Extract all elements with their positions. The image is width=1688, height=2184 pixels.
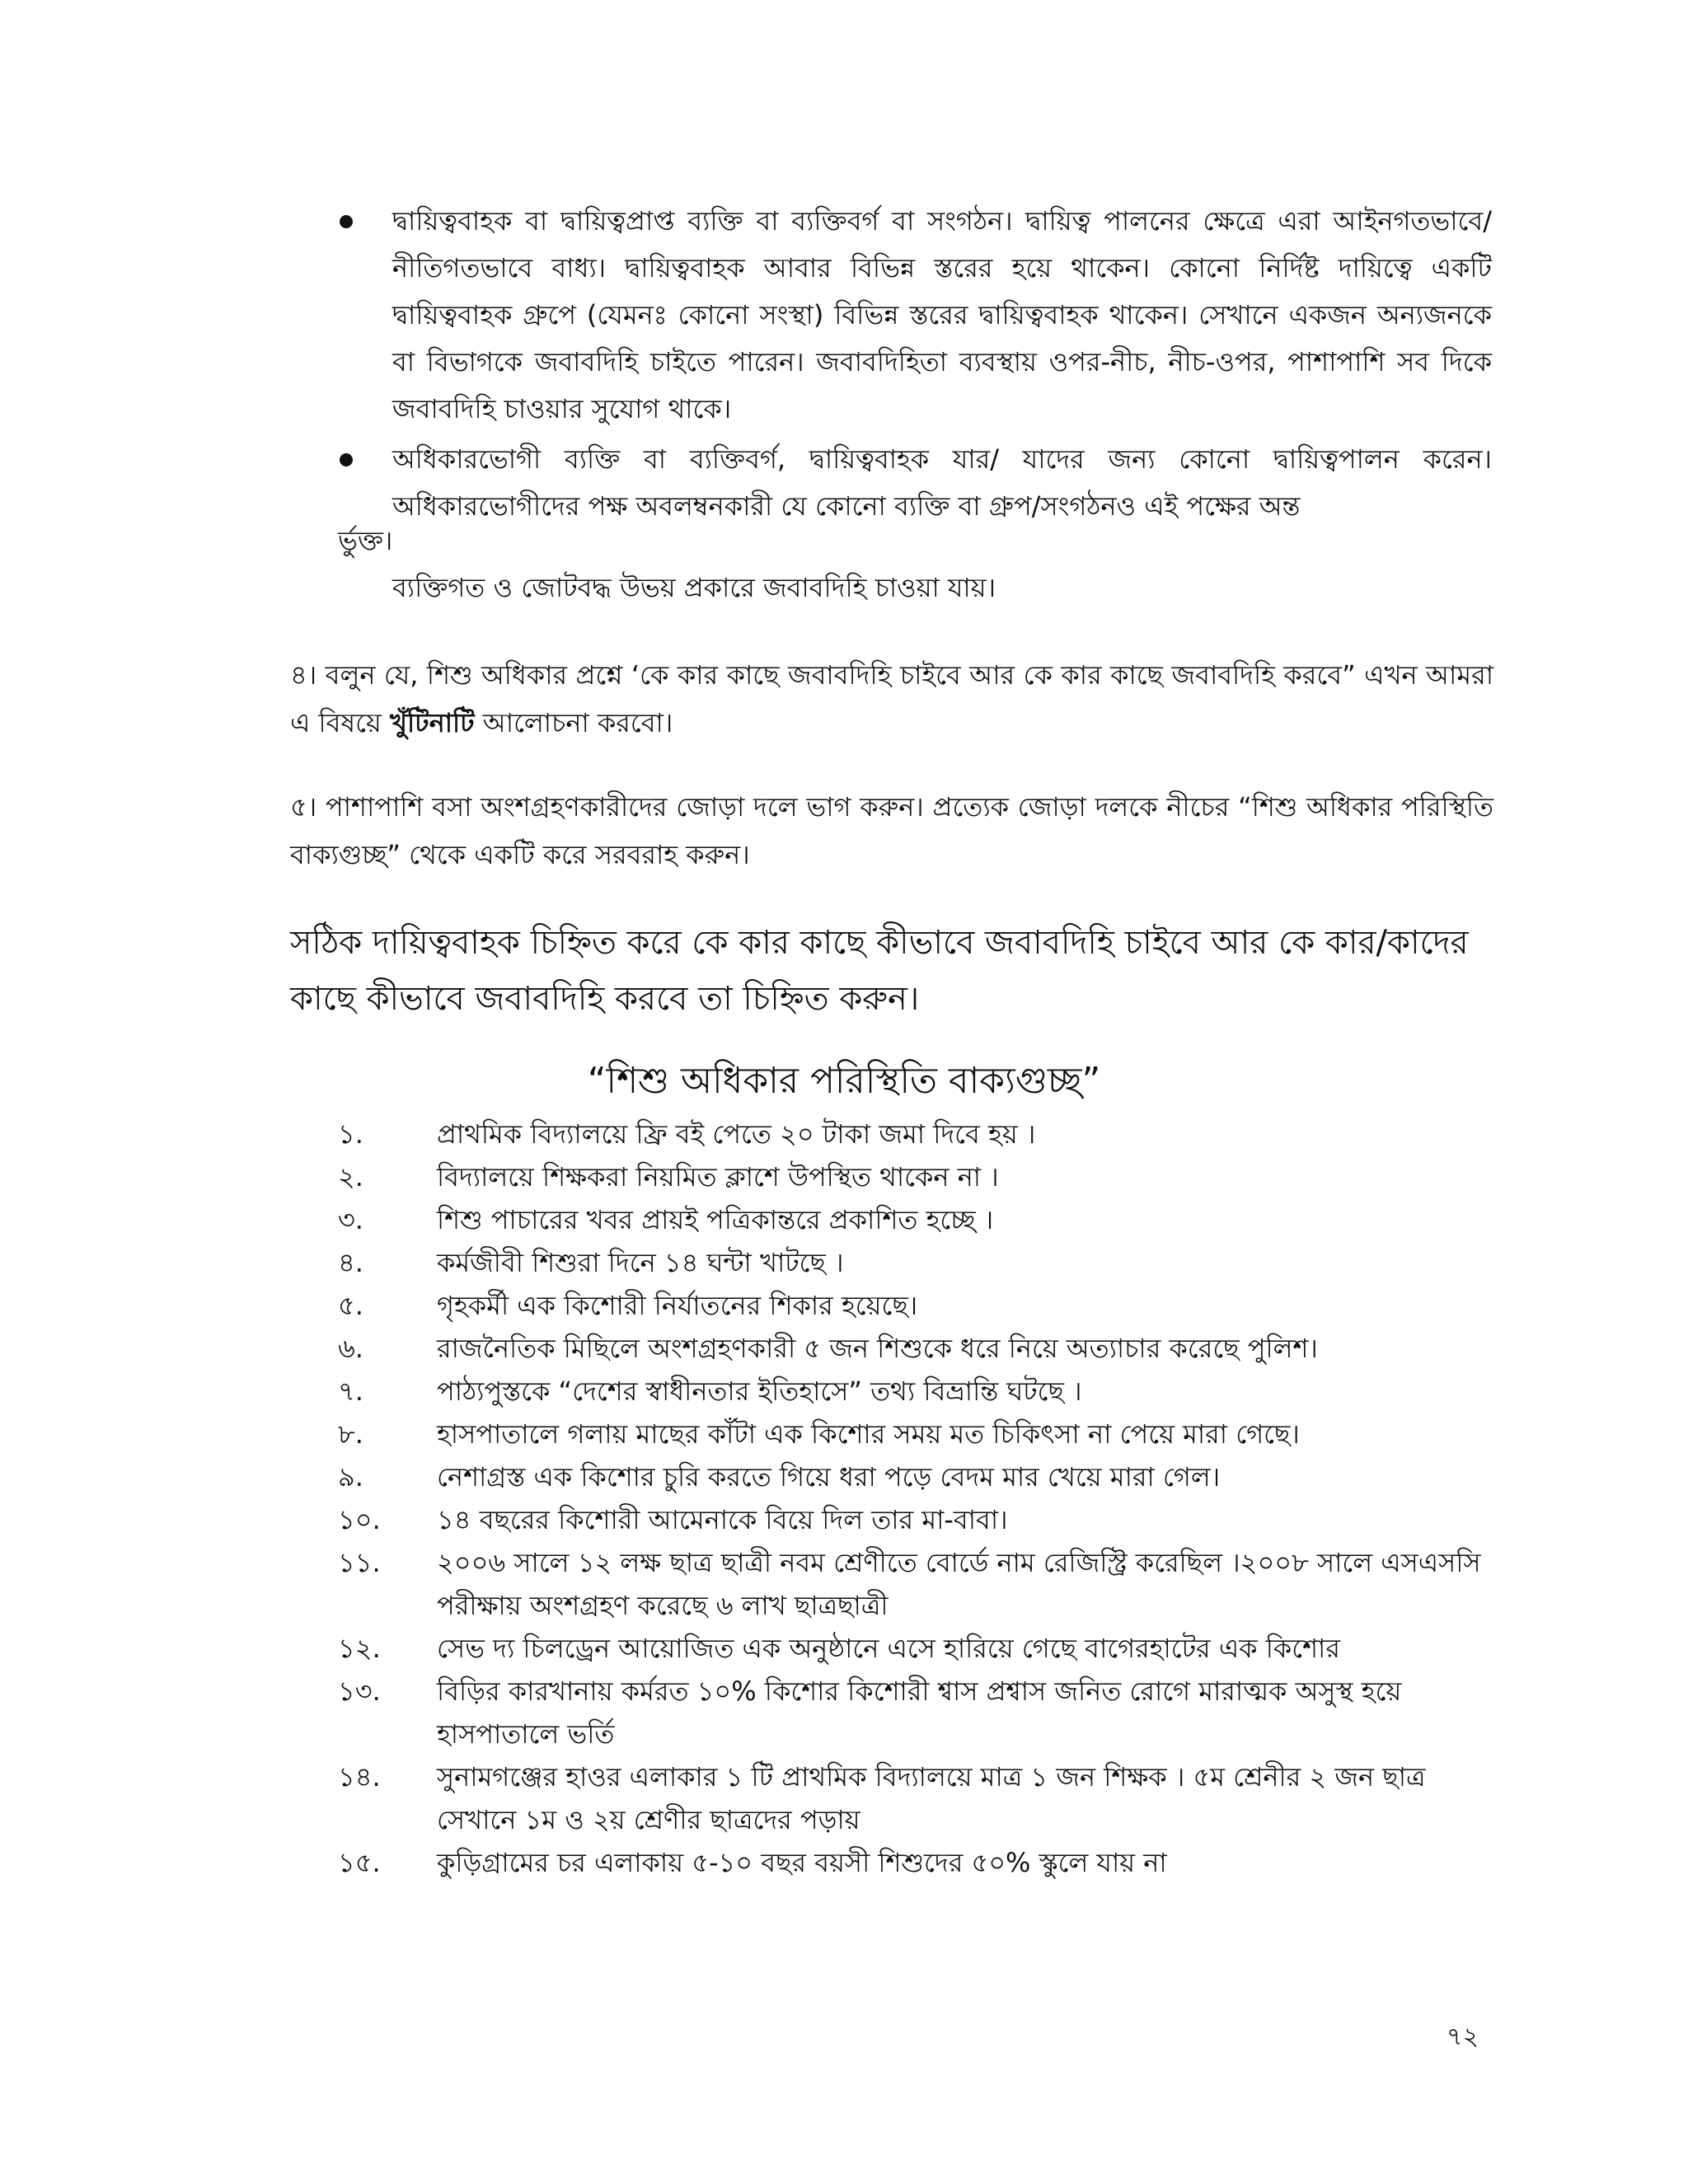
list-item-number: ৪. <box>338 1247 363 1278</box>
bullet-text: অধিকারভোগী ব্যক্তি বা ব্যক্তিবর্গ, দ্বায়িত্ববাহক যার/ যাদের জন্য কোনো দ্বায়িত্বপালন করেন। অধিকারভোগীদের পক্ষ অবলম্বনকারী যে কোনো ব্যক্তি বা গ্রুপ/সংগঠনও এই পক্ষের অন্ত <box>392 443 1492 522</box>
list-item-number: ১. <box>338 1118 363 1150</box>
list-item-text: কর্মজীবী শিশুরা দিনে ১৪ ঘন্টা খাটছে । <box>437 1247 844 1278</box>
list-item-text: শিশু পাচারের খবর প্রায়ই পত্রিকান্তরে প্রকাশিত হচ্ছে । <box>437 1204 994 1235</box>
bullet-note: ব্যক্তিগত ও জোটবদ্ধ উভয় প্রকারে জবাবদিহি চাওয়া যায়। <box>392 572 996 603</box>
paragraph-4-text: ৪। বলুন যে, শিশু অধিকার প্রশ্নে ‘কে কার কাছে জবাবদিহি চাইবে আর কে কার কাছে জবাবদিহি করবে” এখন আমরা এ বিষয়ে <box>290 659 1493 738</box>
bullet-item-duty-bearer <box>338 198 1492 433</box>
paragraph-4-bold: খুঁটিনাটি <box>390 707 475 738</box>
list-item <box>338 1370 1492 1413</box>
bullet-continuation: র্ভুক্ত। <box>338 525 393 556</box>
list-item-text: নেশাগ্রস্ত এক কিশোর চুরি করতে গিয়ে ধরা পড়ে বেদম মার খেয়ে মারা গেল। <box>437 1461 1221 1493</box>
list-item-text: হাসপাতালে গলায় মাছের কাঁটা এক কিশোর সময় মত চিকিৎসা না পেয়ে মারা গেছে। <box>437 1418 1300 1450</box>
paragraph-4 <box>290 651 1493 747</box>
bullet-dot-icon <box>340 453 353 466</box>
list-item-text: গৃহকর্মী এক কিশোরী নির্যাতনের শিকার হয়েছে। <box>437 1290 918 1321</box>
list-item-number: ৭. <box>338 1376 363 1407</box>
list-item <box>338 1198 1492 1241</box>
list-item <box>338 1755 1492 1841</box>
list-item <box>338 1841 1492 1884</box>
list-item-number: ১৪. <box>338 1761 381 1793</box>
section-heading: “শিশু অধিকার পরিস্থিতি বাক্যগুচ্ছ” <box>587 1060 1101 1102</box>
bullet-text: দ্বায়িত্ববাহক বা দ্বায়িত্বপ্রাপ্ত ব্যক্তি বা ব্যক্তিবর্গ বা সংগঠন। দ্বায়িত্ব পালনের ক্ষেত্রে এরা আইনগতভাবে/নীতিগতভাবে বাধ্য। দ্বায়িত্ববাহক আবার বিভিন্ন স্তরের হয়ে থাকেন। কোনো নির্দিষ্ট দায়িত্বে একটি দ্বায়িত্ববাহক গ্রুপে (যেমনঃ কোনো সংস্থা) বিভিন্ন স্তরের দ্বায়িত্ববাহক থাকেন। সেখানে একজন অন্যজনকে বা বিভাগকে জবাবদিহি চাইতে পারেন। জবাবদিহিতা ব্যবস্থায় ওপর-নীচ, নীচ-ওপর, পাশাপাশি সব দিকে জবাবদিহি চাওয়ার সুযোগ থাকে। <box>392 205 1492 424</box>
list-item-number: ১০. <box>338 1504 381 1535</box>
bullet-list <box>338 198 1492 530</box>
page-number: ৭২ <box>1446 2022 1479 2051</box>
list-item-number: ২. <box>338 1161 363 1193</box>
list-item <box>338 1670 1492 1755</box>
list-item-text: বিড়ির কারখানায় কর্মরত ১০% কিশোর কিশোরী শ্বাস প্রশ্বাস জনিত রোগে মারাত্মক অসুস্থ হয়ে হাসপাতালে ভর্তি <box>437 1675 1402 1750</box>
list-item-text: বিদ্যালয়ে শিক্ষকরা নিয়মিত ক্লাশে উপস্থিত থাকেন না । <box>437 1161 999 1193</box>
list-item <box>338 1241 1492 1284</box>
paragraph-5: ৫। পাশাপাশি বসা অংশগ্রহণকারীদের জোড়া দলে ভাগ করুন। প্রত্যেক জোড়া দলকে নীচের “শিশু অধিকার পরিস্থিতি বাক্যগুচ্ছ” থেকে একটি করে সরবরাহ করুন। <box>290 791 1493 870</box>
bullet-item-rights-holder <box>338 436 1492 530</box>
list-item-number: ১২. <box>338 1633 381 1664</box>
paragraph-4-end: আলোচনা করবো। <box>474 707 673 738</box>
list-item-text: রাজনৈতিক মিছিলে অংশগ্রহণকারী ৫ জন শিশুকে ধরে নিয়ে অত্যাচার করেছে পুলিশ। <box>437 1333 1318 1364</box>
list-item-text: প্রাথমিক বিদ্যালয়ে ফ্রি বই পেতে ২০ টাকা জমা দিবে হয় । <box>437 1118 1036 1150</box>
list-item-number: ১৫. <box>338 1847 381 1878</box>
list-item-text: ২০০৬ সালে ১২ লক্ষ ছাত্র ছাত্রী নবম শ্রেণীতে বোর্ডে নাম রেজিস্ট্রি করেছিল ।২০০৮ সালে এসএসসি পরীক্ষায় অংশগ্রহণ করেছে ৬ লাখ ছাত্রছাত্রী <box>437 1547 1481 1621</box>
list-item <box>338 1498 1492 1541</box>
situation-list <box>338 1113 1492 1884</box>
list-item <box>338 1541 1492 1627</box>
instruction-text: সঠিক দায়িত্ববাহক চিহ্নিত করে কে কার কাছে কীভাবে জবাবদিহি চাইবে আর কে কার/কাদের কাছে কীভাবে জবাবদিহি করবে তা চিহ্নিত করুন। <box>290 924 1469 1018</box>
list-item-number: ৫. <box>338 1290 363 1321</box>
list-item-text: কুড়িগ্রামের চর এলাকায় ৫-১০ বছর বয়সী শিশুদের ৫০% স্কুলে যায় না <box>437 1847 1167 1878</box>
list-item <box>338 1627 1492 1670</box>
bullet-dot-icon <box>340 215 353 228</box>
list-item <box>338 1413 1492 1455</box>
list-item-text: ১৪ বছরের কিশোরী আমেনাকে বিয়ে দিল তার মা-বাবা। <box>437 1504 1008 1535</box>
list-item-text: সুনামগঞ্জের হাওর এলাকার ১ টি প্রাথমিক বিদ্যালয়ে মাত্র ১ জন শিক্ষক । ৫ম শ্রেনীর ২ জন ছাত্র সেখানে ১ম ও ২য় শ্রেণীর ছাত্রদের পড়ায় <box>437 1761 1426 1835</box>
list-item-text: পাঠ্যপুস্তকে “দেশের স্বাধীনতার ইতিহাসে” তথ্য বিভ্রান্তি ঘটছে । <box>437 1376 1082 1407</box>
list-item <box>338 1284 1492 1327</box>
list-item-text: সেভ দ্য চিলড্রেন আয়োজিত এক অনুষ্ঠানে এসে হারিয়ে গেছে বাগেরহাটের এক কিশোর <box>437 1633 1340 1664</box>
list-item-number: ১৩. <box>338 1675 381 1707</box>
list-item <box>338 1327 1492 1370</box>
list-item <box>338 1113 1492 1155</box>
list-item-number: ৬. <box>338 1333 363 1364</box>
list-item-number: ৯. <box>338 1461 363 1493</box>
list-item-number: ৩. <box>338 1204 363 1235</box>
list-item-number: ১১. <box>338 1547 381 1578</box>
list-item-number: ৮. <box>338 1418 363 1450</box>
list-item <box>338 1155 1492 1198</box>
list-item <box>338 1455 1492 1498</box>
